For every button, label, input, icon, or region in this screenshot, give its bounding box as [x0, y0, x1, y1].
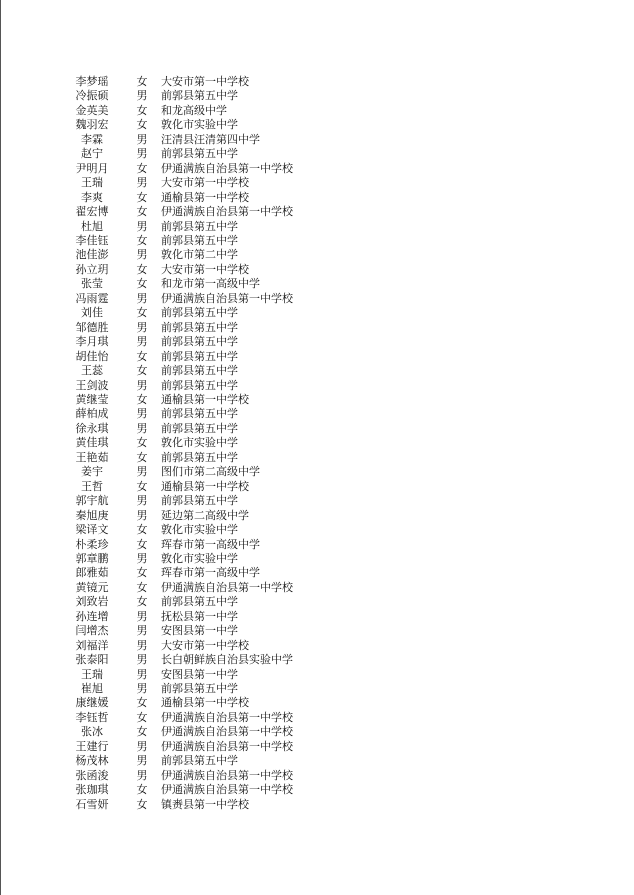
- student-gender: 男: [136, 219, 148, 233]
- student-school: 安图县第一中学: [161, 624, 238, 638]
- list-row: [68, 191, 348, 205]
- student-name: 刘福洋: [75, 638, 109, 652]
- student-gender: 男: [136, 667, 148, 681]
- list-row: [68, 552, 348, 566]
- student-gender: 女: [136, 595, 148, 609]
- student-gender: 男: [136, 89, 148, 103]
- list-row: [68, 89, 348, 103]
- student-school: 伊通满族自治县第一中学校: [161, 783, 293, 797]
- student-school: 前郭县第五中学: [161, 320, 238, 334]
- student-name: 李钰哲: [75, 710, 109, 724]
- student-gender: 女: [136, 523, 148, 537]
- list-row: [68, 668, 348, 682]
- student-gender: 男: [136, 739, 148, 753]
- list-row: [68, 205, 348, 219]
- student-school: 前郭县第五中学: [161, 494, 238, 508]
- student-name: 魏羽宏: [75, 118, 109, 132]
- list-row: [68, 682, 348, 696]
- student-school: 前郭县第五中学: [161, 595, 238, 609]
- student-gender: 男: [136, 768, 148, 782]
- student-school: 伊通满族自治县第一中学校: [161, 710, 293, 724]
- list-row: [68, 234, 348, 248]
- student-name: 杨茂林: [75, 754, 109, 768]
- student-gender: 男: [136, 494, 148, 508]
- student-gender: 男: [136, 551, 148, 565]
- student-school: 延边第二高级中学: [161, 508, 249, 522]
- student-name: 冯雨霆: [75, 291, 109, 305]
- student-gender: 女: [136, 205, 148, 219]
- student-name: 李月琪: [75, 335, 109, 349]
- student-school: 大安市第一中学校: [161, 638, 249, 652]
- list-row: [68, 292, 348, 306]
- student-name: 闫增杰: [75, 624, 109, 638]
- student-school: 前郭县第五中学: [161, 378, 238, 392]
- student-school: 前郭县第五中学: [161, 421, 238, 435]
- student-school: 前郭县第五中学: [161, 89, 238, 103]
- list-row: [68, 480, 348, 494]
- student-school: 大安市第一中学校: [161, 75, 249, 88]
- student-name: 秦旭庚: [75, 508, 109, 522]
- list-row: [68, 538, 348, 552]
- list-row: [68, 523, 348, 537]
- student-gender: 女: [136, 364, 148, 378]
- list-row: [68, 566, 348, 580]
- list-row: [68, 422, 348, 436]
- list-row: [68, 436, 348, 450]
- student-name: 王哲: [81, 479, 103, 493]
- list-row: [68, 335, 348, 349]
- student-gender: 男: [136, 638, 148, 652]
- list-row: [68, 162, 348, 176]
- student-name: 刘致岩: [75, 595, 109, 609]
- student-name: 张函浚: [75, 768, 109, 782]
- list-row: [68, 277, 348, 291]
- student-school: 敦化市实验中学: [161, 118, 238, 132]
- list-row: [68, 783, 348, 797]
- student-gender: 女: [136, 103, 148, 117]
- student-school: 伊通满族自治县第一中学校: [161, 580, 293, 594]
- list-row: [68, 754, 348, 768]
- student-gender: 女: [136, 797, 148, 811]
- student-gender: 女: [136, 118, 148, 132]
- student-school: 通榆县第一中学校: [161, 696, 249, 710]
- student-name: 张泰阳: [75, 653, 109, 667]
- student-gender: 女: [136, 75, 148, 88]
- student-name: 石雪妍: [75, 797, 109, 811]
- list-row: [68, 711, 348, 725]
- student-school: 抚松县第一中学: [161, 609, 238, 623]
- list-row: [68, 725, 348, 739]
- student-name: 薛柏成: [75, 407, 109, 421]
- student-gender: 男: [136, 132, 148, 146]
- student-school: 前郭县第五中学: [161, 306, 238, 320]
- list-row: [68, 696, 348, 710]
- student-name: 黄佳琪: [75, 436, 109, 450]
- student-school: 和龙市第一高级中学: [161, 277, 260, 291]
- student-name: 杜旭: [81, 219, 103, 233]
- student-gender: 女: [136, 725, 148, 739]
- student-school: 安图县第一中学: [161, 667, 238, 681]
- student-name: 王建行: [75, 739, 109, 753]
- student-name: 朴柔珍: [75, 537, 109, 551]
- student-name: 王艳茹: [75, 450, 109, 464]
- list-row: [68, 176, 348, 190]
- student-gender: 男: [136, 508, 148, 522]
- list-row: [68, 133, 348, 147]
- student-school: 伊通满族自治县第一中学校: [161, 768, 293, 782]
- student-school: 图们市第二高级中学: [161, 465, 260, 479]
- student-school: 伊通满族自治县第一中学校: [161, 725, 293, 739]
- student-school: 敦化市实验中学: [161, 551, 238, 565]
- student-gender: 女: [136, 436, 148, 450]
- list-row: [68, 393, 348, 407]
- list-row: [68, 451, 348, 465]
- student-school: 敦化市实验中学: [161, 523, 238, 537]
- list-row: [68, 610, 348, 624]
- list-row: [68, 653, 348, 667]
- student-school: 前郭县第五中学: [161, 335, 238, 349]
- list-row: [68, 321, 348, 335]
- student-name: 刘佳: [81, 306, 103, 320]
- list-row: [68, 220, 348, 234]
- list-row: [68, 624, 348, 638]
- student-school: 伊通满族自治县第一中学校: [161, 205, 293, 219]
- student-name: 郭宇航: [75, 494, 109, 508]
- student-gender: 女: [136, 710, 148, 724]
- student-name: 张珈琪: [75, 783, 109, 797]
- student-name: 徐永琪: [75, 421, 109, 435]
- student-list: [68, 75, 348, 812]
- student-school: 前郭县第五中学: [161, 364, 238, 378]
- list-row: [68, 639, 348, 653]
- list-row: [68, 263, 348, 277]
- student-name: 李佳钰: [75, 233, 109, 247]
- student-school: 伊通满族自治县第一中学校: [161, 739, 293, 753]
- student-name: 孙连增: [75, 609, 109, 623]
- student-gender: 男: [136, 421, 148, 435]
- student-name: 郭章鹏: [75, 551, 109, 565]
- student-gender: 男: [136, 407, 148, 421]
- student-name: 黄继莹: [75, 392, 109, 406]
- student-name: 金英美: [75, 103, 109, 117]
- student-gender: 男: [136, 653, 148, 667]
- student-school: 通榆县第一中学校: [161, 190, 249, 204]
- student-name: 梁译文: [75, 523, 109, 537]
- student-school: 伊通满族自治县第一中学校: [161, 161, 293, 175]
- student-gender: 男: [136, 291, 148, 305]
- student-school: 前郭县第五中学: [161, 682, 238, 696]
- student-name: 李霖: [81, 132, 103, 146]
- student-gender: 女: [136, 450, 148, 464]
- student-gender: 男: [136, 754, 148, 768]
- list-row: [68, 350, 348, 364]
- student-gender: 男: [136, 248, 148, 262]
- student-gender: 男: [136, 378, 148, 392]
- page-left-border: [0, 0, 1, 895]
- list-row: [68, 509, 348, 523]
- student-gender: 女: [136, 696, 148, 710]
- student-name: 胡佳怡: [75, 349, 109, 363]
- student-gender: 男: [136, 320, 148, 334]
- student-name: 邹德胜: [75, 320, 109, 334]
- student-school: 长白朝鲜族自治县实验中学: [161, 653, 293, 667]
- student-name: 张冰: [81, 725, 103, 739]
- list-row: [68, 306, 348, 320]
- list-row: [68, 465, 348, 479]
- list-row: [68, 379, 348, 393]
- student-name: 冷振硕: [75, 89, 109, 103]
- list-row: [68, 407, 348, 421]
- list-row: [68, 248, 348, 262]
- student-gender: 女: [136, 161, 148, 175]
- student-gender: 男: [136, 624, 148, 638]
- student-name: 王瑞: [81, 667, 103, 681]
- student-name: 王剑波: [75, 378, 109, 392]
- student-name: 郎雅茹: [75, 566, 109, 580]
- student-school: 敦化市第二中学: [161, 248, 238, 262]
- student-name: 李梦瑶: [75, 75, 109, 88]
- student-name: 尹明月: [75, 161, 109, 175]
- student-school: 通榆县第一中学校: [161, 392, 249, 406]
- list-row: [68, 798, 348, 812]
- student-gender: 女: [136, 580, 148, 594]
- list-row: [68, 494, 348, 508]
- student-school: 前郭县第五中学: [161, 754, 238, 768]
- student-gender: 女: [136, 566, 148, 580]
- student-school: 大安市第一中学校: [161, 176, 249, 190]
- student-gender: 男: [136, 682, 148, 696]
- student-school: 珲春市第一高级中学: [161, 537, 260, 551]
- student-gender: 女: [136, 262, 148, 276]
- student-gender: 女: [136, 233, 148, 247]
- student-gender: 女: [136, 537, 148, 551]
- student-school: 前郭县第五中学: [161, 349, 238, 363]
- student-school: 和龙高级中学: [161, 103, 227, 117]
- list-row: [68, 75, 348, 89]
- student-school: 珲春市第一高级中学: [161, 566, 260, 580]
- student-school: 前郭县第五中学: [161, 450, 238, 464]
- list-row: [68, 364, 348, 378]
- student-name: 李爽: [81, 190, 103, 204]
- student-gender: 女: [136, 479, 148, 493]
- student-gender: 男: [136, 147, 148, 161]
- student-school: 前郭县第五中学: [161, 219, 238, 233]
- student-school: 前郭县第五中学: [161, 407, 238, 421]
- student-school: 镇赉县第一中学校: [161, 797, 249, 811]
- list-row: [68, 147, 348, 161]
- student-gender: 女: [136, 306, 148, 320]
- student-school: 伊通满族自治县第一中学校: [161, 291, 293, 305]
- student-school: 前郭县第五中学: [161, 233, 238, 247]
- student-name: 康继媛: [75, 696, 109, 710]
- student-gender: 女: [136, 392, 148, 406]
- list-row: [68, 740, 348, 754]
- student-school: 通榆县第一中学校: [161, 479, 249, 493]
- student-school: 大安市第一中学校: [161, 262, 249, 276]
- student-name: 翟宏博: [75, 205, 109, 219]
- student-gender: 男: [136, 176, 148, 190]
- student-name: 姜宇: [81, 465, 103, 479]
- list-row: [68, 118, 348, 132]
- student-school: 前郭县第五中学: [161, 147, 238, 161]
- student-name: 王蕊: [81, 364, 103, 378]
- student-name: 张莹: [81, 277, 103, 291]
- student-name: 孙立玥: [75, 262, 109, 276]
- student-name: 王瑞: [81, 176, 103, 190]
- list-row: [68, 595, 348, 609]
- student-gender: 男: [136, 335, 148, 349]
- student-school: 汪清县汪清第四中学: [161, 132, 260, 146]
- student-gender: 男: [136, 465, 148, 479]
- student-gender: 女: [136, 190, 148, 204]
- list-row: [68, 581, 348, 595]
- student-gender: 男: [136, 609, 148, 623]
- student-name: 池佳澎: [75, 248, 109, 262]
- student-gender: 女: [136, 349, 148, 363]
- list-row: [68, 769, 348, 783]
- student-name: 黄镜元: [75, 580, 109, 594]
- student-gender: 女: [136, 783, 148, 797]
- student-name: 崔旭: [81, 682, 103, 696]
- student-name: 赵宁: [81, 147, 103, 161]
- list-row: [68, 104, 348, 118]
- student-gender: 女: [136, 277, 148, 291]
- student-school: 敦化市实验中学: [161, 436, 238, 450]
